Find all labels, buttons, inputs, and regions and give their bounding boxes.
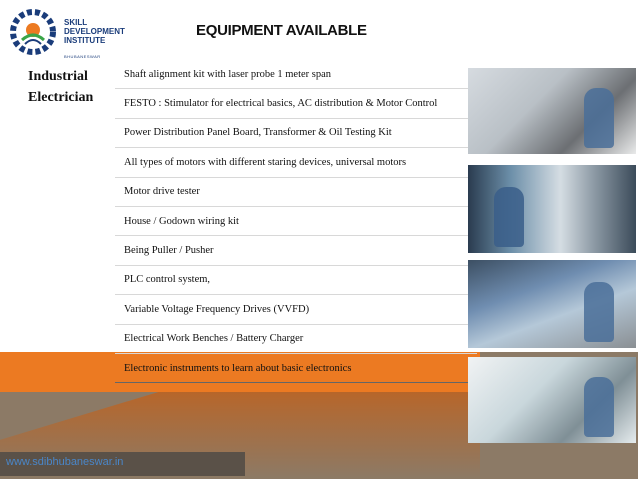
equipment-row: Motor drive tester	[115, 178, 477, 207]
equipment-row: Being Puller / Pusher	[115, 236, 477, 265]
equipment-row: Variable Voltage Frequency Drives (VVFD)	[115, 295, 477, 324]
equipment-row: PLC control system,	[115, 266, 477, 295]
equipment-row: Shaft alignment kit with laser probe 1 meter span	[115, 60, 477, 89]
logo-wordmark	[64, 18, 125, 45]
website-link[interactable]: www.sdibhubaneswar.in	[6, 456, 124, 468]
gear-emblem-icon	[8, 6, 58, 58]
trade-label: Industrial Electrician	[28, 69, 94, 105]
equipment-row: Electrical Work Benches / Battery Charger	[115, 325, 477, 354]
equipment-row: All types of motors with different staring devices, universal motors	[115, 148, 477, 177]
equipment-row: House / Godown wiring kit	[115, 207, 477, 236]
bench-photo	[468, 357, 636, 443]
slide-title: EQUIPMENT AVAILABLE	[196, 22, 367, 39]
equipment-table	[115, 60, 477, 383]
workshop-photo	[468, 68, 636, 154]
logo-line-skill: SKILL	[64, 18, 88, 27]
logo-line-institute: INSTITUTE	[64, 36, 106, 45]
logo-line-development: DEVELOPMENT	[64, 27, 125, 36]
logo-subline: BHUBANESWAR	[64, 54, 101, 59]
equipment-row: Power Distribution Panel Board, Transformer & Oil Testing Kit	[115, 119, 477, 148]
equipment-row: FESTO : Stimulator for electrical basics, AC distribution & Motor Control	[115, 89, 477, 118]
equipment-row: Electronic instruments to learn about basic electronics	[115, 354, 477, 383]
institute-logo	[8, 6, 128, 62]
motor-lab-photo	[468, 260, 636, 348]
panel-photo	[468, 165, 636, 253]
